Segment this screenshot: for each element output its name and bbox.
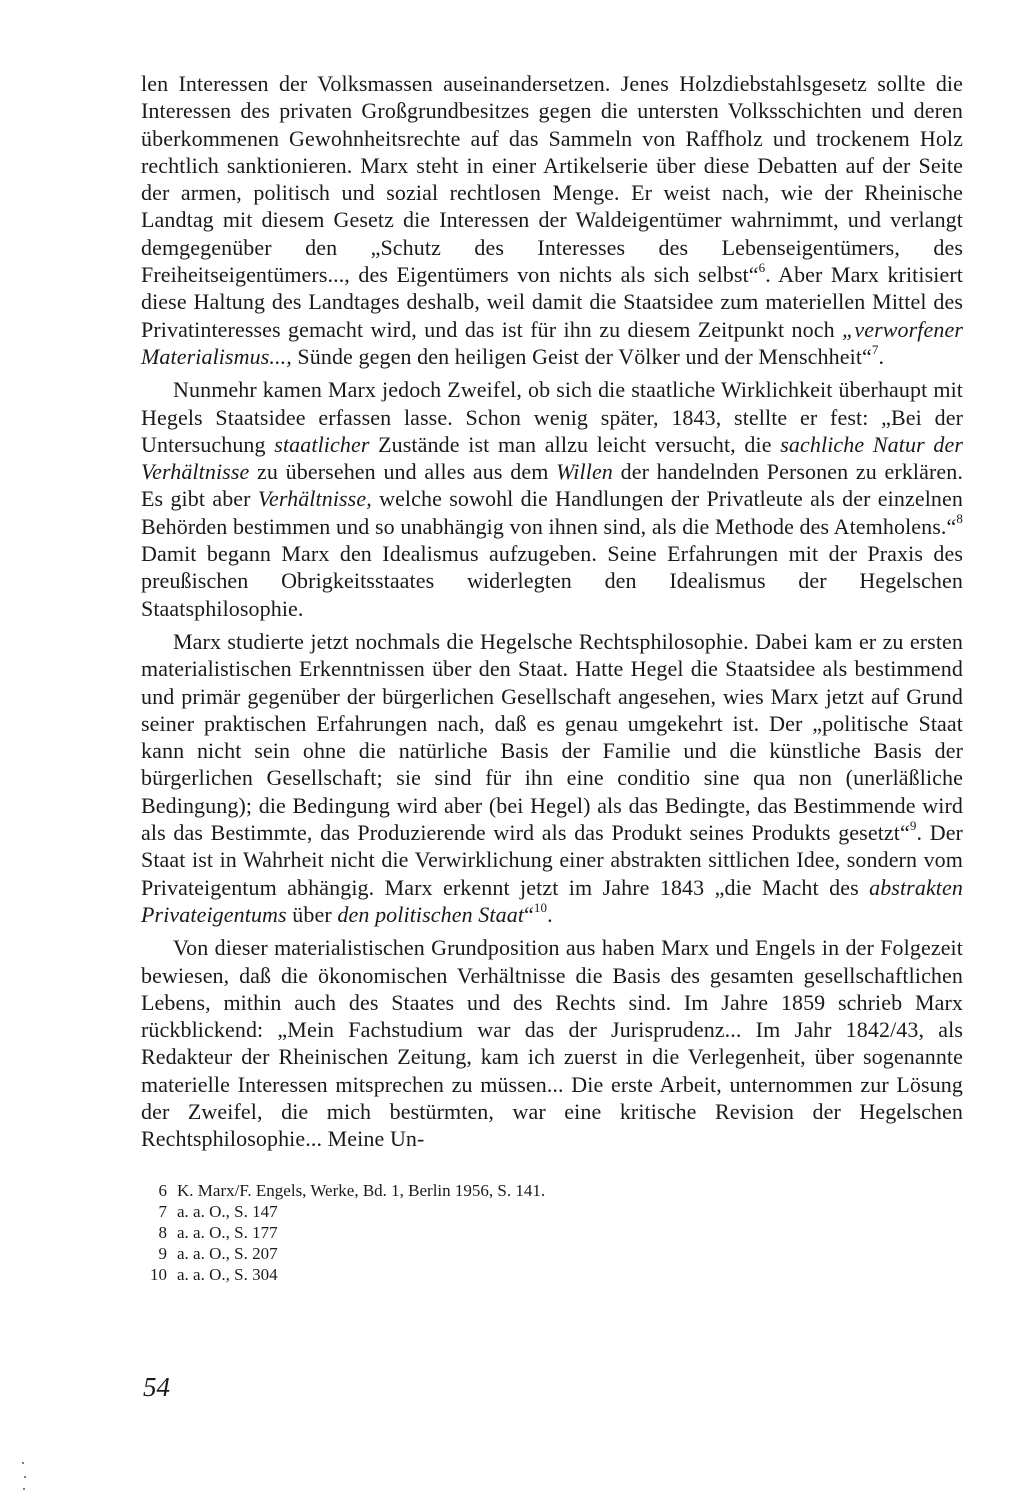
emphasis-text: Verhältnisse, (257, 486, 372, 512)
body-text (141, 70, 963, 1153)
scan-speck (24, 1476, 26, 1478)
text-run: . Aber Marx kritisiert diese Haltung des Landtages deshalb, weil damit die Staatsidee zum materiellen Mittel des Privatinteresses gemacht wird, und das ist für ihn zu diesem Zeitpunkt noch (141, 262, 963, 342)
emphasis-text: den politischen Staat (337, 901, 525, 927)
footnote-text: a. a. O., S. 147 (177, 1201, 278, 1221)
emphasis-text: „verworfener Materialismus..., (141, 316, 963, 369)
footnotes (141, 1180, 963, 1285)
footnote-number: 10 (150, 1264, 167, 1284)
text-run: Marx studierte jetzt nochmals die Hegelsche Rechtsphilosophie. Dabei kam er zu ersten materialistischen Erkenntnissen über den Staat. Hatte Hegel die Staatsidee als bestimmend und primär gegenüber der bürgerlichen Gesellschaft angesehen, wies Marx jetzt auf Grund seiner praktischen Erfahrungen nach, daß es genau umgekehrt ist. Der „politische Staat kann nicht sein ohne die natürliche Basis der Familie und die künstliche Basis der bürgerlichen Gesellschaft; sie sind für ihn eine conditio sine qua non (unerläßliche Bedingung); die Bedingung wird aber (bei Hegel) als das Bedingte, das Bestimmende wird als das Bestimmte, das Produzierende wird als das Produkt seines Produkts gesetzt“ (141, 628, 963, 846)
text-run: Damit begann Marx den Idealismus aufzugeben. Seine Erfahrungen mit der Praxis des preußischen Obrigkeitsstaates widerlegten den Idealismus der Hegelschen Staatsphilosophie. (141, 541, 963, 621)
text-run: welche sowohl die Handlungen der Privatleute als der einzelnen Behörden bestimmen und so unabhängig von ihnen sind, als die Methode des Atemholens.“ (141, 486, 963, 539)
footnote (141, 1264, 963, 1285)
footnote (141, 1243, 963, 1264)
footnote-reference: 10 (533, 899, 548, 915)
emphasis-text: abstrakten Privateigentums (141, 874, 963, 927)
text-run: len Interessen der Volksmassen auseinandersetzen. Jenes Holzdiebstahlsgesetz sollte die Interessen des privaten Großgrundbesitzes gegen die untersten Volksschichten und deren überkommenen Gewohnheitsrechte auf das Sammeln von Raffholz und trockenem Holz rechtlich sanktionieren. Marx steht in einer Artikelserie über diese Debatten auf der Seite der armen, politisch und sozial rechtlosen Menge. Er weist nach, wie der Rheinische Landtag mit diesem Gesetz die Interessen der Waldeigentümer wahrnimmt, und verlangt demgegenüber den „Schutz des Interesses des Lebenseigentümers, des Freiheitseigentümers..., des Eigentümers von nichts als sich selbst“ (141, 71, 963, 288)
footnote-text: a. a. O., S. 177 (177, 1222, 278, 1242)
emphasis-text: Willen (556, 459, 613, 485)
text-run: . (547, 901, 553, 927)
paragraph (141, 934, 963, 1152)
paragraph (141, 628, 963, 928)
footnote-number: 9 (158, 1243, 167, 1263)
paragraph (141, 376, 963, 622)
scan-speck (22, 1462, 24, 1464)
footnote (141, 1180, 963, 1201)
footnote-number: 6 (158, 1180, 167, 1200)
footnote-reference: 9 (909, 817, 917, 833)
footnote-text: a. a. O., S. 207 (177, 1243, 278, 1263)
footnote-reference: 7 (871, 341, 879, 357)
footnote-reference: 6 (758, 259, 766, 275)
text-run: Von dieser materialistischen Grundposition aus haben Marx und Engels in der Folgezeit bewiesen, daß die ökonomischen Verhältnisse die Basis des gesamten gesellschaftlichen Lebens, mithin auch des Staates und des Rechts sind. Im Jahre 1859 schrieb Marx rückblickend: „Mein Fachstudium war das der Jurisprudenz... Im Jahr 1842/43, als Redakteur der Rheinischen Zeitung, kam ich zuerst in die Verlegenheit, über sogenannte materielle Interessen mitsprechen zu müssen... Die erste Arbeit, unternommen zur Lösung der Zweifel, die mich bestürmten, war eine kritische Revision der Hegelschen Rechtsphilosophie... Meine Un- (141, 935, 963, 1152)
emphasis-text: sachliche Natur der Verhältnisse (141, 431, 964, 485)
text-run: zu übersehen und alles aus dem (249, 459, 557, 485)
text-run: über (286, 901, 338, 927)
footnote (141, 1222, 963, 1243)
footnote-text: a. a. O., S. 304 (177, 1264, 278, 1284)
page-content (141, 70, 963, 1285)
text-run: Nunmehr kamen Marx jedoch Zweifel, ob sich die staatliche Wirklichkeit überhaupt mit Hegels Staatsidee erfassen lasse. Schon wenig später, 1843, stellte er fest: „Bei der Untersuchung (141, 377, 963, 457)
footnote (141, 1201, 963, 1222)
text-run: Zustände ist man allzu leicht versucht, die (369, 431, 781, 457)
footnote-number: 8 (158, 1222, 167, 1242)
paragraph (141, 70, 963, 370)
scan-speck (23, 1488, 25, 1490)
emphasis-text: staatlicher (274, 431, 370, 457)
text-run: Sünde gegen den heiligen Geist der Völker und der Menschheit“ (291, 343, 872, 369)
text-run: der handelnden Personen zu erklären. Es gibt aber (141, 459, 963, 512)
footnote-reference: 8 (956, 511, 963, 527)
page-number: 54 (143, 1372, 170, 1402)
footnote-number: 7 (158, 1201, 167, 1221)
footnote-text: K. Marx/F. Engels, Werke, Bd. 1, Berlin 1956, S. 141. (177, 1180, 546, 1200)
text-run: “ (524, 901, 534, 927)
text-run: . Der Staat ist in Wahrheit nicht die Verwirklichung einer abstrakten sittlichen Idee, sondern vom Privateigentum abhängig. Marx erkennt jetzt im Jahre 1843 „die Macht des (141, 820, 963, 900)
text-run: . (878, 343, 885, 369)
